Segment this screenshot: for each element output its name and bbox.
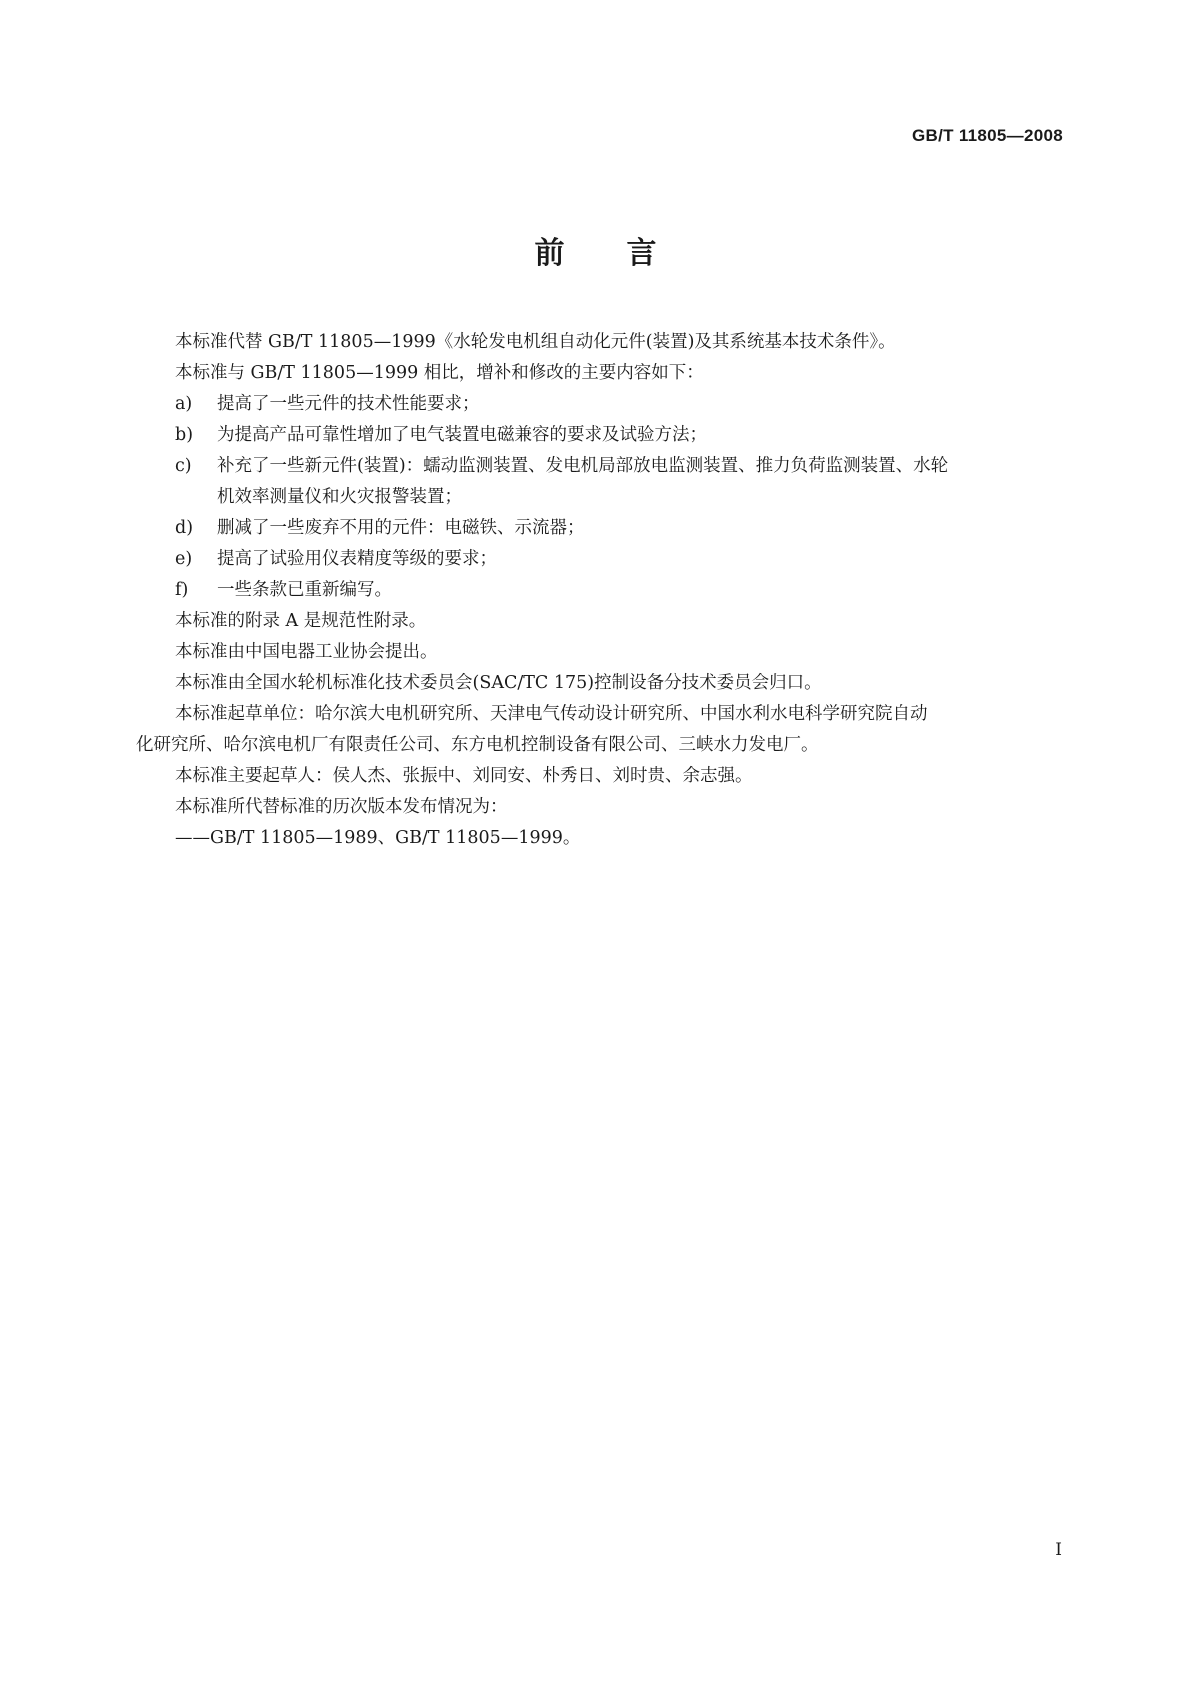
list-text: 为提高产品可靠性增加了电气装置电磁兼容的要求及试验方法；: [217, 425, 707, 445]
list-marker: a): [175, 394, 193, 414]
paragraph-drafting-units: 本标准起草单位：哈尔滨大电机研究所、天津电气传动设计研究所、中国水利水电科学研究院自动: [175, 704, 928, 724]
list-marker: f): [175, 580, 189, 600]
list-marker: c): [175, 456, 192, 476]
page-title: 前言: [534, 236, 719, 271]
list-text: 删减了一些废弃不用的元件：电磁铁、示流器；: [217, 518, 585, 538]
list-item-f: [136, 575, 1066, 606]
list-item-b: [136, 420, 1066, 451]
foreword-body: [136, 327, 1066, 854]
page-number: I: [1055, 1540, 1062, 1560]
list-item-c: [136, 451, 1066, 482]
list-item-a: [136, 389, 1066, 420]
list-item-e: [136, 544, 1066, 575]
list-text: 补充了一些新元件(装置)：蠕动监测装置、发电机局部放电监测装置、推力负荷监测装置、水轮: [217, 456, 949, 476]
list-marker: d): [175, 518, 194, 538]
paragraph-history-versions: ——GB/T 11805—1989、GB/T 11805—1999。: [175, 828, 581, 848]
paragraph-committee: 本标准由全国水轮机标准化技术委员会(SAC/TC 175)控制设备分技术委员会归口。: [175, 673, 822, 693]
paragraph-drafting-units-continued: 化研究所、哈尔滨电机厂有限责任公司、东方电机控制设备有限公司、三峡水力发电厂。: [136, 735, 819, 755]
list-item-c-continued: 机效率测量仪和火灾报警装置；: [217, 487, 462, 507]
paragraph-changes-intro: 本标准与 GB/T 11805—1999 相比，增补和修改的主要内容如下：: [175, 363, 704, 383]
list-text: 提高了一些元件的技术性能要求；: [217, 394, 480, 414]
list-text: 提高了试验用仪表精度等级的要求；: [217, 549, 497, 569]
paragraph-history-intro: 本标准所代替标准的历次版本发布情况为：: [175, 797, 508, 817]
standard-code: GB/T 11805—2008: [912, 126, 1063, 145]
paragraph-annex: 本标准的附录 A 是规范性附录。: [175, 611, 427, 631]
list-marker: e): [175, 549, 193, 569]
paragraph-replaces: 本标准代替 GB/T 11805—1999《水轮发电机组自动化元件(装置)及其系统基本技术条件》。: [175, 332, 896, 352]
list-marker: b): [175, 425, 194, 445]
paragraph-proposer: 本标准由中国电器工业协会提出。: [175, 642, 438, 662]
paragraph-drafters: 本标准主要起草人：侯人杰、张振中、刘同安、朴秀日、刘时贵、余志强。: [175, 766, 753, 786]
list-item-d: [136, 513, 1066, 544]
list-text: 一些条款已重新编写。: [217, 580, 392, 600]
